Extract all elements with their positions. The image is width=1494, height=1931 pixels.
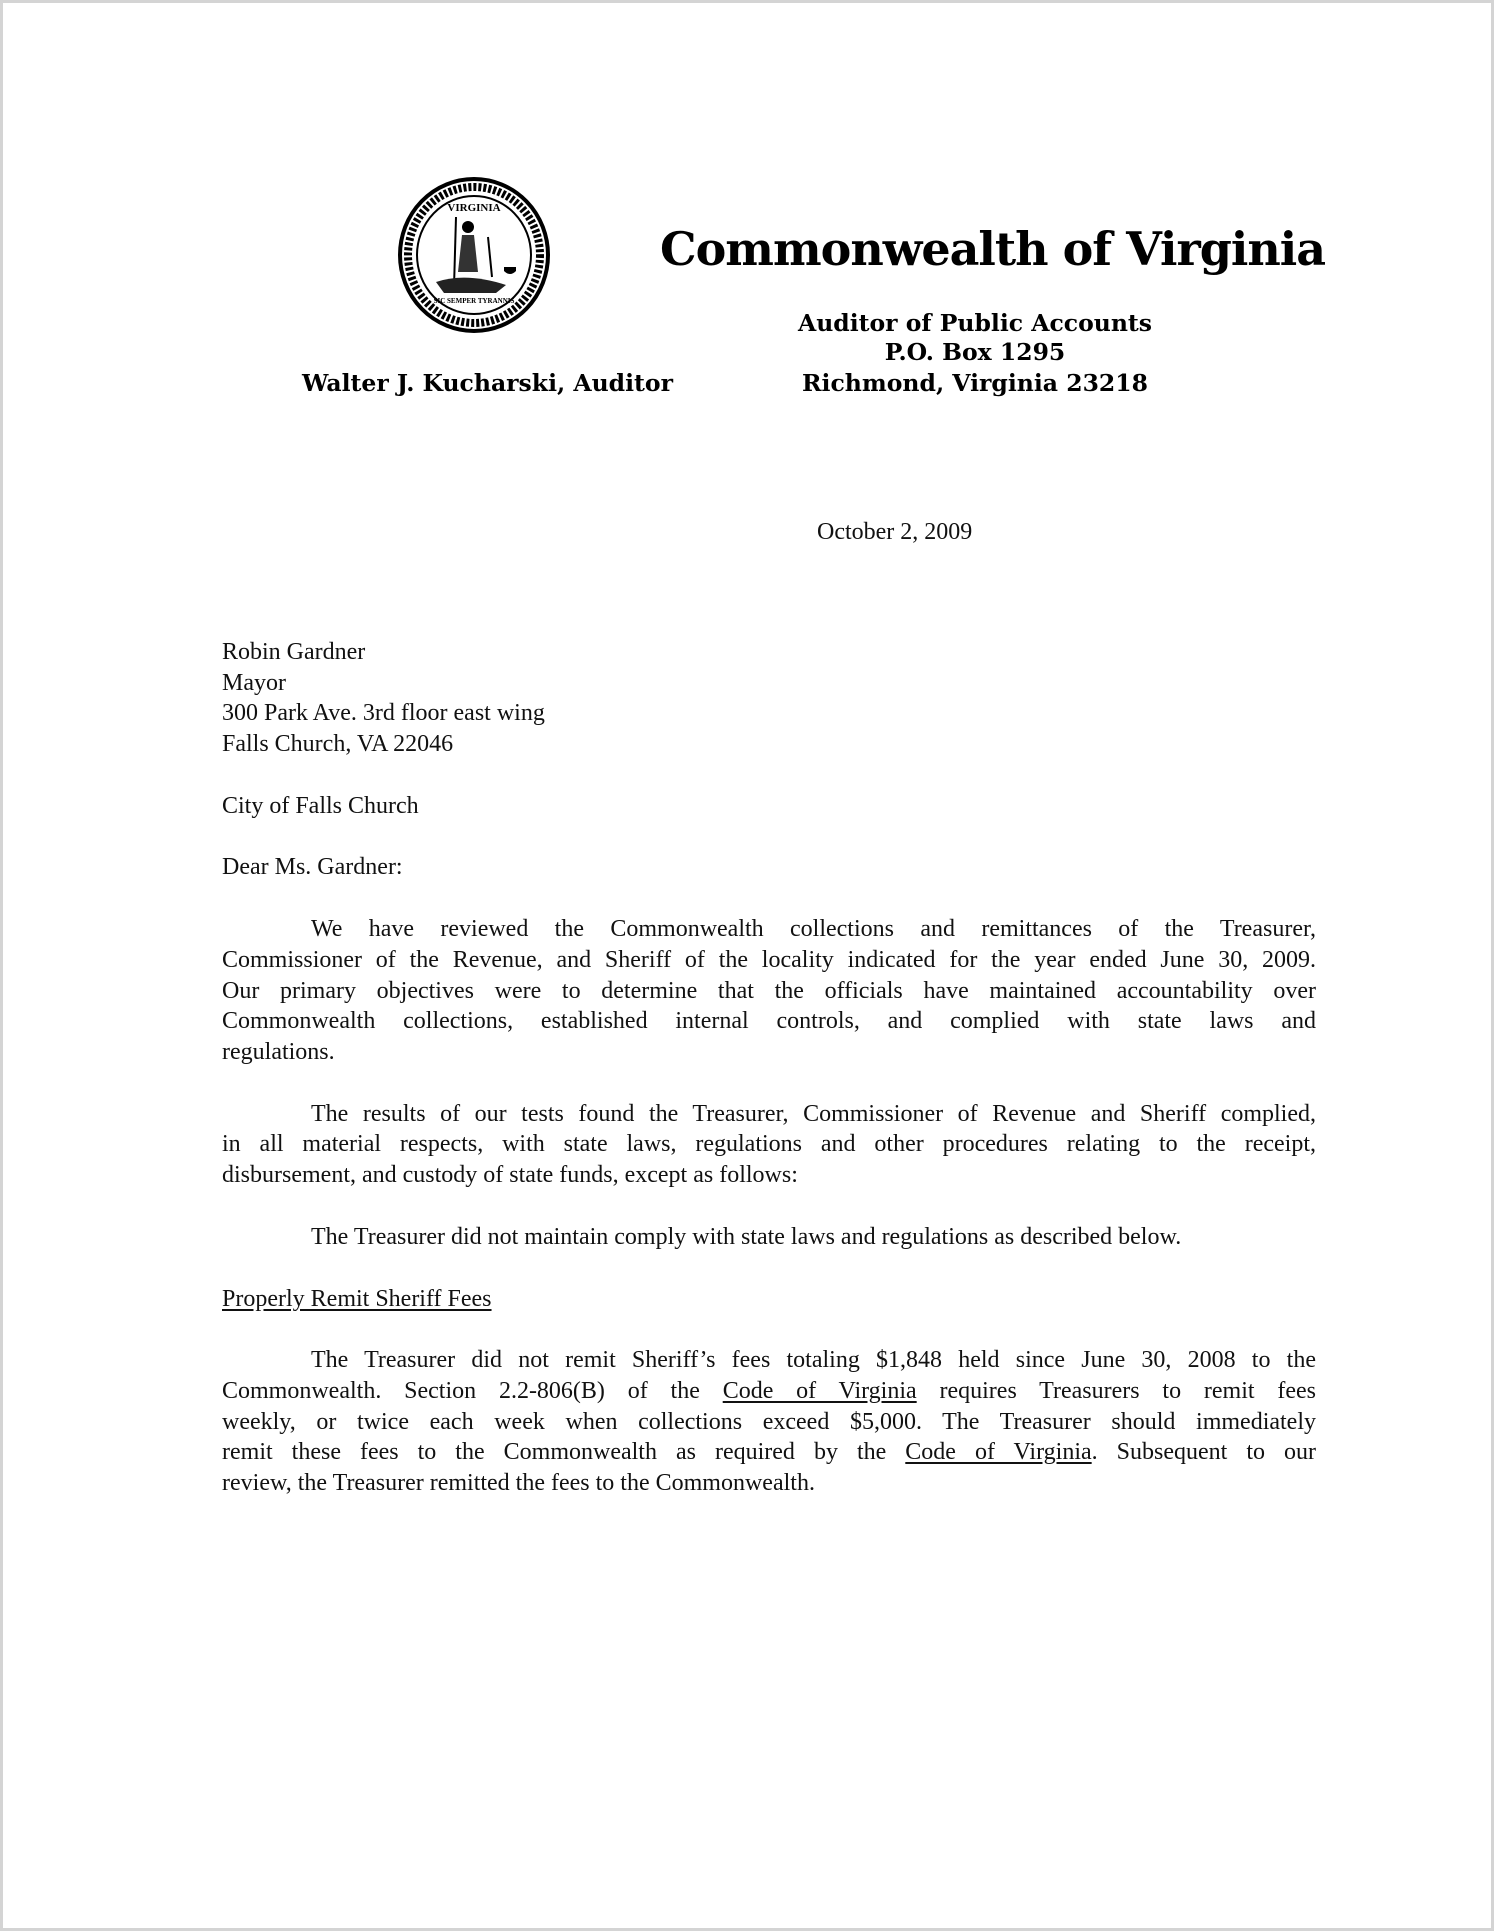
text-segment: . Subsequent to our [1091, 1439, 1317, 1465]
paragraph4-line [222, 1437, 1316, 1468]
paragraph3: The Treasurer did not maintain comply with state laws and regulations as described below. [311, 1224, 1182, 1250]
recipient-title: Mayor [222, 670, 286, 696]
recipient-street: 300 Park Ave. 3rd floor east wing [222, 700, 545, 726]
paragraph2-line: The results of our tests found the Treasurer, Commissioner of Revenue and Sheriff complied, [311, 1101, 1316, 1127]
letter-date: October 2, 2009 [817, 519, 973, 545]
recipient-name: Robin Gardner [222, 639, 366, 665]
svg-text:VIRGINIA: VIRGINIA [447, 202, 501, 214]
paragraph2-line: disbursement, and custody of state funds, except as follows: [222, 1162, 798, 1188]
paragraph1-line: Commissioner of the Revenue, and Sheriff of the locality indicated for the year ended June 30, 2009. [222, 947, 1316, 973]
paragraph4-line: The Treasurer did not remit Sheriff’s fees totaling $1,848 held since June 30, 2008 to the [311, 1347, 1316, 1373]
office-name: Auditor of Public Accounts [797, 309, 1153, 337]
paragraph2-line: in all material respects, with state laws, regulations and other procedures relating to the receipt, [222, 1131, 1316, 1157]
po-box: P.O. Box 1295 [884, 338, 1066, 366]
section-heading: Properly Remit Sheriff Fees [222, 1286, 492, 1312]
paragraph4-line: review, the Treasurer remitted the fees to the Commonwealth. [222, 1470, 815, 1496]
virginia-seal-logo [396, 177, 552, 333]
text-segment: Commonwealth. Section 2.2-806(B) of the [222, 1378, 723, 1404]
paragraph4-line [222, 1376, 1316, 1407]
letterhead-title: Commonwealth of Virginia [660, 222, 1326, 276]
svg-text:SIC SEMPER TYRANNIS: SIC SEMPER TYRANNIS [433, 297, 515, 305]
paragraph1-line: Our primary objectives were to determine that the officials have maintained accountability over [222, 978, 1316, 1004]
auditor-name: Walter J. Kucharski, Auditor [302, 369, 673, 397]
paragraph1-line: Commonwealth collections, established internal controls, and complied with state laws and [222, 1008, 1316, 1034]
code-of-virginia-reference: Code of Virginia [905, 1439, 1092, 1465]
text-segment: remit these fees to the Commonwealth as required by the [222, 1439, 906, 1465]
office-city: Richmond, Virginia 23218 [802, 369, 1148, 397]
paragraph4-line: weekly, or twice each week when collections exceed $5,000. The Treasurer should immediately [222, 1409, 1316, 1435]
recipient-locality: City of Falls Church [222, 793, 419, 819]
paragraph1-line: regulations. [222, 1039, 335, 1065]
code-of-virginia-reference: Code of Virginia [722, 1378, 917, 1404]
paragraph1-line: We have reviewed the Commonwealth collections and remittances of the Treasurer, [311, 916, 1316, 942]
salutation: Dear Ms. Gardner: [222, 854, 403, 880]
text-segment: requires Treasurers to remit fees [916, 1378, 1317, 1404]
recipient-city: Falls Church, VA 22046 [222, 731, 454, 757]
